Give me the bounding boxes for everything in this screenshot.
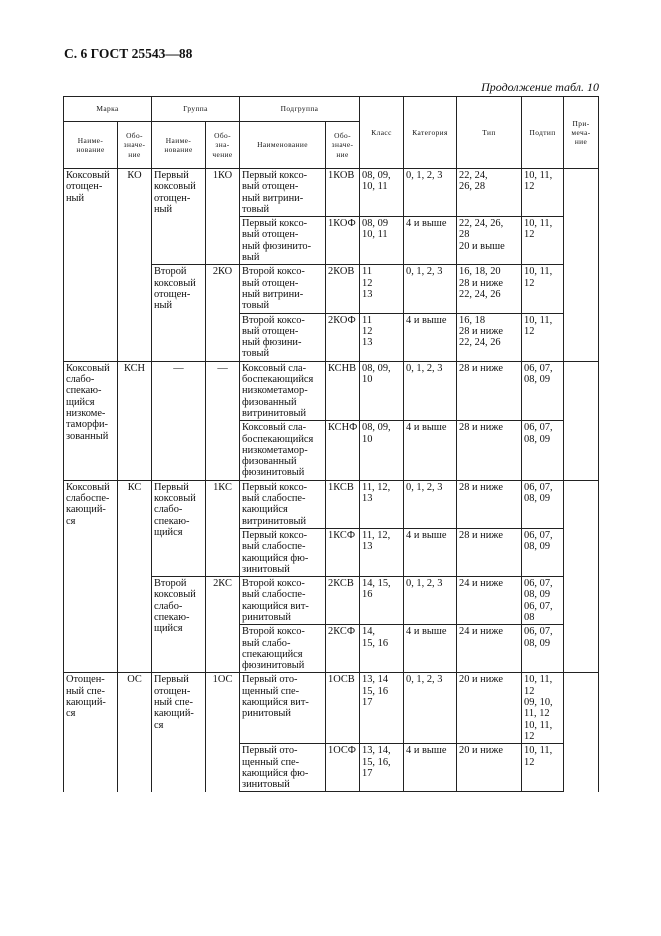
klass-cell: 08, 09, 10 [360, 361, 404, 420]
kategoriya-cell: 4 и выше [404, 313, 457, 361]
klass-cell: 08, 09 10, 11 [360, 217, 404, 265]
marka-name: Коксовый слабо- спекаю- щийся низкоме- таморфи- зованный [64, 361, 118, 480]
subgroup-name: Коксовый сла- боспекающийся низкометамор- физованный фюзинитовый [240, 421, 326, 480]
marka-code: ОС [118, 673, 152, 792]
table-row [64, 673, 599, 744]
klass-cell: 08, 09, 10, 11 [360, 169, 404, 217]
group-code: 1КС [206, 480, 240, 576]
subgroup-name: Первый коксо- вый слабоспе- кающийся витринитовый [240, 480, 326, 528]
podtip-cell: 06, 07, 08, 09 [522, 480, 564, 528]
primechanie-cell [564, 169, 599, 362]
tip-cell: 20 и ниже [457, 673, 522, 744]
table-continuation-label: Продолжение табл. 10 [481, 80, 599, 94]
kategoriya-cell: 4 и выше [404, 217, 457, 265]
header-tip: Тип [457, 97, 522, 169]
header-primechanie: При- меча- ние [564, 97, 599, 169]
kategoriya-cell: 0, 1, 2, 3 [404, 169, 457, 217]
subgroup-code: 2КОФ [326, 313, 360, 361]
kategoriya-cell: 4 и выше [404, 625, 457, 673]
klass-cell: 13, 14, 15, 16, 17 [360, 744, 404, 792]
tip-cell: 22, 24, 26, 28 [457, 169, 522, 217]
subgroup-name: Первый коксо- вый отощен- ный фюзинито- вый [240, 217, 326, 265]
podtip-cell: 10, 11, 12 [522, 169, 564, 217]
subgroup-name: Первый ото- щенный спе- кающийся фю- зинитовый [240, 744, 326, 792]
podtip-cell: 10, 11, 12 [522, 744, 564, 792]
subgroup-code: 1КОВ [326, 169, 360, 217]
subgroup-code: 2КСФ [326, 625, 360, 673]
group-code: 1КО [206, 169, 240, 265]
klass-cell: 14, 15, 16 [360, 625, 404, 673]
tip-cell: 28 и ниже [457, 528, 522, 576]
marka-name: Коксовый слабоспе- кающий- ся [64, 480, 118, 673]
header-klass: Класс [360, 97, 404, 169]
podtip-cell: 06, 07, 08, 09 [522, 625, 564, 673]
tip-cell: 28 и ниже [457, 480, 522, 528]
marka-code: КС [118, 480, 152, 673]
subgroup-code: 1КСВ [326, 480, 360, 528]
subgroup-name: Второй коксо- вый слабо- спекающийся фюзинитовый [240, 625, 326, 673]
primechanie-cell [564, 480, 599, 673]
tip-cell: 16, 18, 20 28 и ниже 22, 24, 26 [457, 265, 522, 313]
header-podgruppa: Подгруппа [240, 97, 360, 122]
tip-cell: 28 и ниже [457, 421, 522, 480]
subgroup-name: Коксовый сла- боспекающийся низкометамор- физованный витринитовый [240, 361, 326, 420]
subgroup-code: 1КОФ [326, 217, 360, 265]
tip-cell: 28 и ниже [457, 361, 522, 420]
kategoriya-cell: 4 и выше [404, 421, 457, 480]
subgroup-name: Первый коксо- вый отощен- ный витрини- товый [240, 169, 326, 217]
tip-cell: 20 и ниже [457, 744, 522, 792]
subgroup-name: Первый коксо- вый слабоспе- кающийся фю- зинитовый [240, 528, 326, 576]
klass-cell: 11 12 13 [360, 265, 404, 313]
coal-classification-table [63, 96, 599, 792]
marka-name: Отощен- ный спе- кающий- ся [64, 673, 118, 792]
header-marka-code: Обо- значе- ние [118, 122, 152, 169]
group-code: 1ОС [206, 673, 240, 792]
subgroup-name: Второй коксо- вый отощен- ный фюзини- товый [240, 313, 326, 361]
group-name: Второй коксовый слабо- спекаю- щийся [152, 577, 206, 673]
group-name: — [152, 361, 206, 480]
subgroup-name: Второй коксо- вый слабоспе- кающийся вит- ринитовый [240, 577, 326, 625]
kategoriya-cell: 0, 1, 2, 3 [404, 577, 457, 625]
group-name: Первый отощен- ный спе- кающий- ся [152, 673, 206, 792]
table-row [64, 480, 599, 528]
group-code: — [206, 361, 240, 480]
klass-cell: 08, 09, 10 [360, 421, 404, 480]
podtip-cell: 10, 11, 12 [522, 217, 564, 265]
header-kategoriya: Категория [404, 97, 457, 169]
primechanie-cell [564, 361, 599, 480]
subgroup-name: Второй коксо- вый отощен- ный витрини- товый [240, 265, 326, 313]
kategoriya-cell: 4 и выше [404, 744, 457, 792]
subgroup-name: Первый ото- щенный спе- кающийся вит- ринитовый [240, 673, 326, 744]
subgroup-code: КСНВ [326, 361, 360, 420]
header-marka: Марка [64, 97, 152, 122]
podtip-cell: 06, 07, 08, 09 [522, 421, 564, 480]
tip-cell: 22, 24, 26, 28 20 и выше [457, 217, 522, 265]
group-name: Первый коксовый слабо- спекаю- щийся [152, 480, 206, 576]
marka-code: КО [118, 169, 152, 362]
podtip-cell: 06, 07, 08, 09 [522, 361, 564, 420]
subgroup-code: 1ОСВ [326, 673, 360, 744]
marka-name: Коксовый отощен- ный [64, 169, 118, 362]
klass-cell: 11, 12, 13 [360, 480, 404, 528]
podtip-cell: 10, 11, 12 [522, 265, 564, 313]
subgroup-code: 1ОСФ [326, 744, 360, 792]
kategoriya-cell: 4 и выше [404, 528, 457, 576]
klass-cell: 13, 14 15, 16 17 [360, 673, 404, 744]
group-code: 2КО [206, 265, 240, 361]
tip-cell: 24 и ниже [457, 625, 522, 673]
group-code: 2КС [206, 577, 240, 673]
group-name: Первый коксовый отощен- ный [152, 169, 206, 265]
tip-cell: 24 и ниже [457, 577, 522, 625]
klass-cell: 11 12 13 [360, 313, 404, 361]
group-name: Второй коксовый отощен- ный [152, 265, 206, 361]
header-marka-name: Наиме- нование [64, 122, 118, 169]
klass-cell: 14, 15, 16 [360, 577, 404, 625]
header-subgroup-name: Наименование [240, 122, 326, 169]
marka-code: КСН [118, 361, 152, 480]
header-podtip: Подтип [522, 97, 564, 169]
page-header: С. 6 ГОСТ 25543—88 [64, 46, 193, 61]
podtip-cell: 06, 07, 08, 09 [522, 528, 564, 576]
header-group-name: Наиме- нование [152, 122, 206, 169]
klass-cell: 11, 12, 13 [360, 528, 404, 576]
table-row [64, 361, 599, 420]
subgroup-code: 2КСВ [326, 577, 360, 625]
kategoriya-cell: 0, 1, 2, 3 [404, 480, 457, 528]
subgroup-code: 1КСФ [326, 528, 360, 576]
tip-cell: 16, 18 28 и ниже 22, 24, 26 [457, 313, 522, 361]
header-subgroup-code: Обо- значе- ние [326, 122, 360, 169]
kategoriya-cell: 0, 1, 2, 3 [404, 673, 457, 744]
primechanie-cell [564, 673, 599, 792]
podtip-cell: 06, 07, 08, 09 06, 07, 08 [522, 577, 564, 625]
subgroup-code: 2КОВ [326, 265, 360, 313]
header-group-code: Обо- зна- чение [206, 122, 240, 169]
kategoriya-cell: 0, 1, 2, 3 [404, 265, 457, 313]
kategoriya-cell: 0, 1, 2, 3 [404, 361, 457, 420]
table-row [64, 169, 599, 217]
podtip-cell: 10, 11, 12 09, 10, 11, 12 10, 11, 12 [522, 673, 564, 744]
podtip-cell: 10, 11, 12 [522, 313, 564, 361]
subgroup-code: КСНФ [326, 421, 360, 480]
header-gruppa: Группа [152, 97, 240, 122]
